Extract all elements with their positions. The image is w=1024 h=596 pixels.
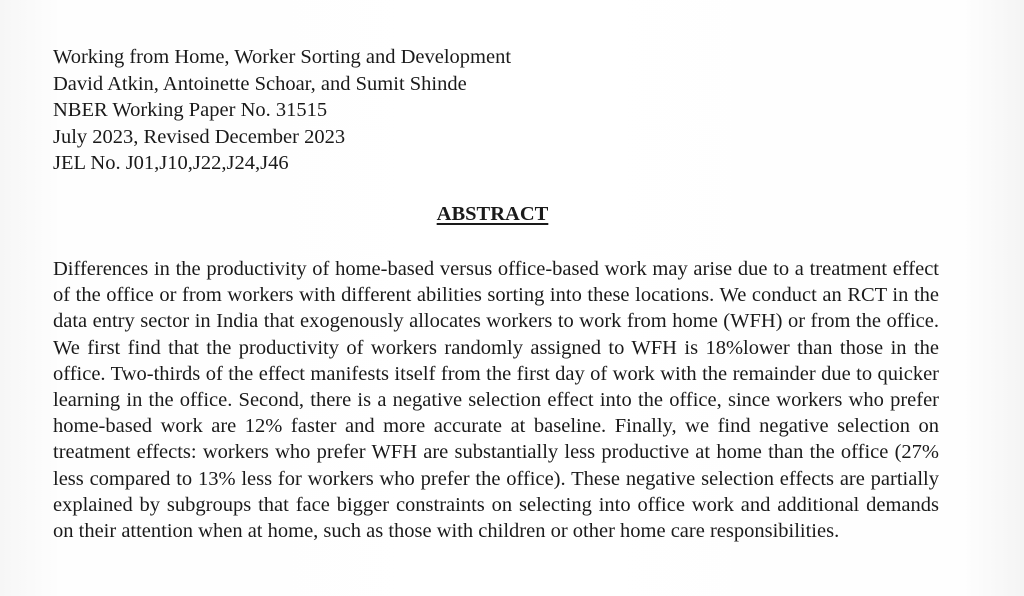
paper-jel-codes: JEL No. J01,J10,J22,J24,J46 (53, 152, 289, 174)
paper-authors: David Atkin, Antoinette Schoar, and Sumit Shinde (53, 72, 467, 95)
paper-metadata (53, 44, 511, 177)
paper-title: Working from Home, Worker Sorting and Development (53, 46, 512, 68)
abstract-text: Differences in the productivity of home-based versus office-based work may arise due to a treatment effect of the office or from workers with different abilities sorting into these locations. We conduct an RCT in the data entry sector in India that exogenously allocates workers to work from home (WFH) or from the office. We first find that the productivity of workers randomly assigned to WFH is 18%lower than those in the office. Two-thirds of the effect manifests itself from the first day of work with the remainder due to quicker learning in the office. Second, there is a negative selection effect into the office, since workers who prefer home-based work are 12% faster and more accurate at baseline. Finally, we find negative selection on treatment effects: workers who prefer WFH are substantially less productive at home than the office (27% less compared to 13% less for workers who prefer the office). These negative selection effects are partially explained by subgroups that face bigger constraints on selecting into office work and additional demands on their attention when at home, such as those with children or other home care responsibilities. (53, 258, 939, 543)
paper-series: NBER Working Paper No. 31515 (53, 99, 328, 121)
paper-date: July 2023, Revised December 2023 (53, 125, 346, 148)
abstract-heading: ABSTRACT (436, 203, 549, 225)
